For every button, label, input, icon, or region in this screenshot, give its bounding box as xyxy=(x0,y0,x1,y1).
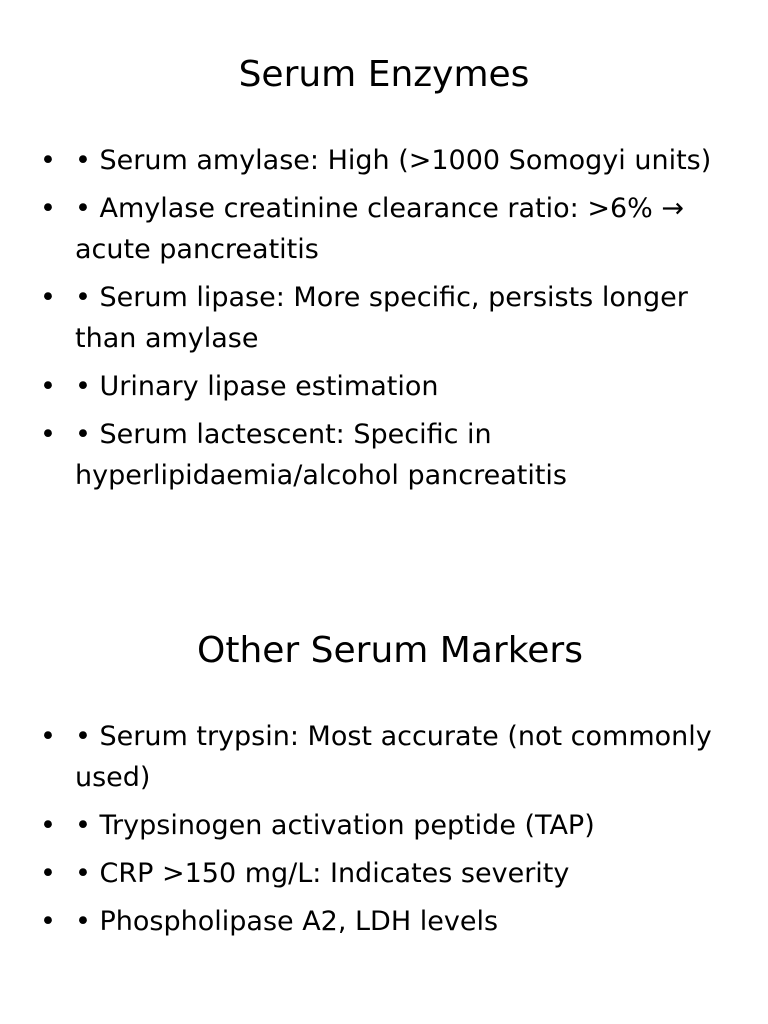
list-item xyxy=(40,277,730,359)
bullet-icon: • xyxy=(40,906,56,937)
bullet-text: • Serum lipase: More specific, persists longer than amylase xyxy=(75,282,688,354)
bullet-text: • Serum amylase: High (>1000 Somogyi units) xyxy=(75,145,712,176)
bullet-list xyxy=(40,140,730,503)
slide-title: Other Serum Markers xyxy=(197,630,583,671)
bullet-text: • Serum trypsin: Most accurate (not commonly used) xyxy=(75,721,712,793)
bullet-text: • Trypsinogen activation peptide (TAP) xyxy=(75,810,595,841)
slide-title: Serum Enzymes xyxy=(238,54,530,95)
list-item xyxy=(40,901,730,942)
list-item xyxy=(40,188,730,270)
bullet-text: • CRP >150 mg/L: Indicates severity xyxy=(75,858,570,889)
bullet-text: • Phospholipase A2, LDH levels xyxy=(75,906,499,937)
bullet-text: • Amylase creatinine clearance ratio: >6% → acute pancreatitis xyxy=(75,193,684,265)
list-item xyxy=(40,140,730,181)
bullet-icon: • xyxy=(40,282,56,313)
list-item xyxy=(40,805,730,846)
list-item xyxy=(40,716,730,798)
list-item xyxy=(40,366,730,407)
bullet-icon: • xyxy=(40,721,56,752)
bullet-list xyxy=(40,716,730,949)
bullet-icon: • xyxy=(40,193,56,224)
bullet-icon: • xyxy=(40,810,56,841)
bullet-icon: • xyxy=(40,419,56,450)
bullet-icon: • xyxy=(40,858,56,889)
list-item xyxy=(40,414,730,496)
bullet-text: • Urinary lipase estimation xyxy=(75,371,439,402)
bullet-icon: • xyxy=(40,145,56,176)
list-item xyxy=(40,853,730,894)
bullet-icon: • xyxy=(40,371,56,402)
bullet-text: • Serum lactescent: Specific in hyperlipidaemia/alcohol pancreatitis xyxy=(75,419,567,491)
